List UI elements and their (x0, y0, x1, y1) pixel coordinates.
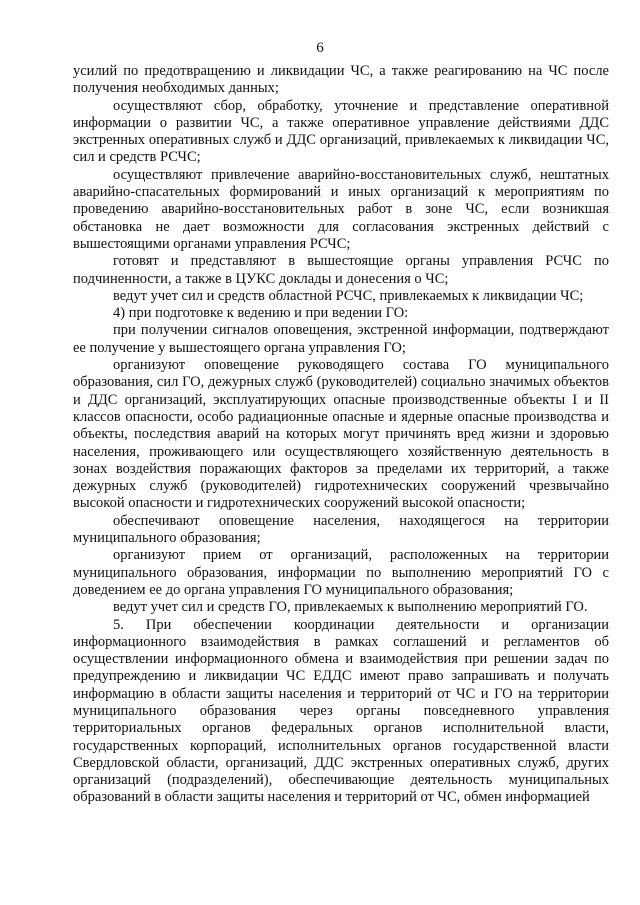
paragraph: осуществляют сбор, обработку, уточнение и представление оперативной информации о развитии ЧС, а также оперативное управление действиями ДДС экстренных оперативных служб и ДДС организаций, привлекаемых к ликвидации ЧС, сил и средств РСЧС; (73, 97, 609, 166)
paragraph: готовят и представляют в вышестоящие органы управления РСЧС по подчиненности, а также в ЦУКС доклады и донесения о ЧС; (73, 253, 609, 287)
paragraph: при получении сигналов оповещения, экстренной информации, подтверждают ее получение у вышестоящего органа управления ГО; (73, 322, 609, 356)
paragraph: организуют оповещение руководящего состава ГО муниципального образования, сил ГО, дежурных служб (руководителей) социально значимых объектов и ДДС организаций, эксплуатирующих опасные производственные объекты I и II классов опасности, особо радиационные опасные и ядерные опасные производства и объекты, последствия аварий на которых могут причинять вред жизни и здоровью населения, проживающего или осуществляющего хозяйственную деятельность в зонах воздействия поражающих факторов за пределами их территорий, а также дежурных служб (руководителей) гидротехнических сооружений чрезвычайно высокой опасности и гидротехнических сооружений высокой опасности; (73, 357, 609, 512)
body-text (73, 63, 609, 807)
paragraph: ведут учет сил и средств областной РСЧС, привлекаемых к ликвидации ЧС; (113, 287, 584, 304)
paragraph: 5. При обеспечении координации деятельности и организации информационного взаимодействия в рамках соглашений и регламентов об осуществлении информационного обмена и взаимодействия при решении задач по предупреждению и ликвидации ЧС ЕДДС имеют право запрашивать и получать информацию в области защиты населения и территорий от ЧС и ГО на территории муниципального образования через органы повседневного управления территориальных органов федеральных органов исполнительной власти, государственных корпораций, исполнительных органов государственной власти Свердловской области, организаций, ДДС экстренных оперативных служб, других организаций (подразделений), обеспечивающие деятельность муниципальных образований в области защиты населения и территорий от ЧС, обмен информацией (73, 616, 609, 806)
paragraph: обеспечивают оповещение населения, находящегося на территории муниципального образования; (73, 512, 609, 547)
paragraph: организуют прием от организаций, расположенных на территории муниципального образования, информации по выполнению мероприятий ГО с доведением ее до органа управления ГО муниципального образования; (73, 547, 609, 598)
paragraph: осуществляют привлечение аварийно-восстановительных служб, нештатных аварийно-спасательных формирований и иных организаций к мероприятиям по проведению аварийно-восстановительных работ в зоне ЧС, если возникшая обстановка не дает возможности для согласования экстренных действий с вышестоящими органами управления РСЧС; (73, 166, 609, 252)
paragraph: усилий по предотвращению и ликвидации ЧС, а также реагированию на ЧС после получения необходимых данных; (73, 63, 609, 97)
paragraph: 4) при подготовке к ведению и при ведении ГО: (113, 305, 409, 322)
page-number: 6 (316, 40, 324, 56)
paragraph: ведут учет сил и средств ГО, привлекаемых к выполнению мероприятий ГО. (113, 599, 588, 616)
